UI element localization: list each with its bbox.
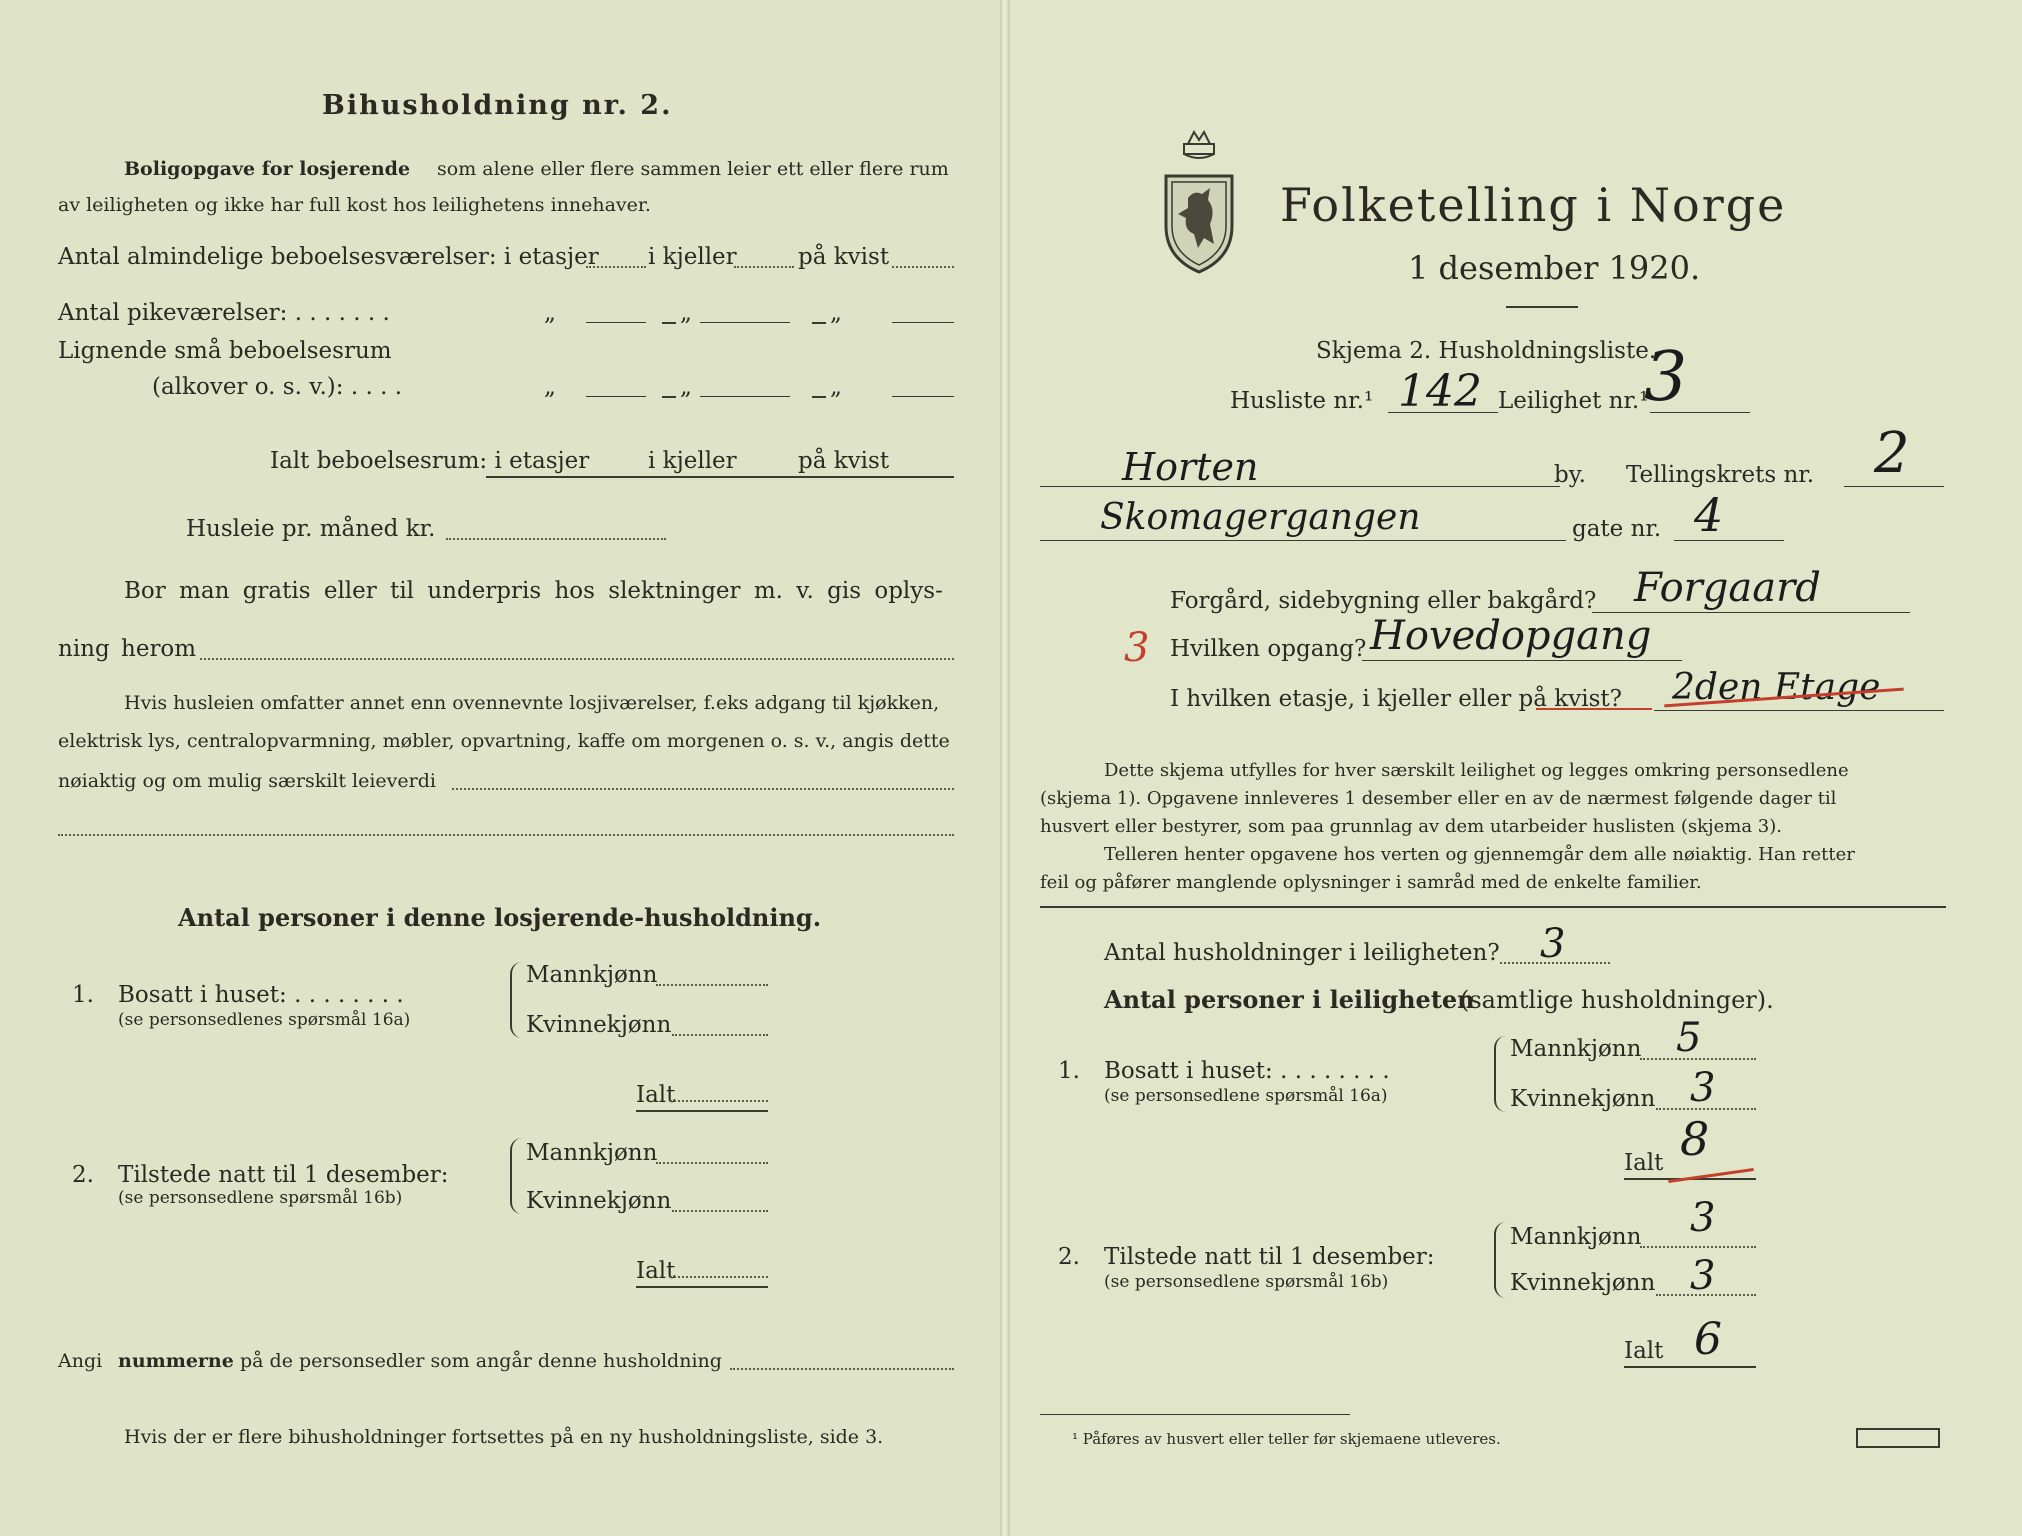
pike-kvist-field[interactable]	[892, 322, 954, 323]
q2-total-label: Ialt	[636, 1258, 676, 1284]
street-value: Skomagergangen	[1100, 497, 1421, 538]
q2-male-field[interactable]	[656, 1162, 768, 1164]
etasje-underline	[1536, 708, 1652, 710]
krets-label: Tellingskrets nr.	[1626, 462, 1815, 488]
r-q1-male-label: Mannkjønn	[1510, 1036, 1642, 1062]
footnote-rule	[1040, 1414, 1350, 1415]
q1-total-field[interactable]	[670, 1100, 768, 1102]
incl-line3: nøiaktig og om mulig særskilt leieverdi	[58, 770, 436, 792]
numbers-label-b: nummerne	[118, 1350, 234, 1372]
r-q2-male-label: Mannkjønn	[1510, 1224, 1642, 1250]
q1-total-label: Ialt	[636, 1082, 676, 1108]
q2-total-field[interactable]	[670, 1276, 768, 1278]
pike-etasjer-field[interactable]	[586, 322, 646, 323]
q1-female-field[interactable]	[672, 1034, 768, 1036]
rent-field[interactable]	[446, 538, 666, 540]
r-q2-female-label: Kvinnekjønn	[1510, 1270, 1656, 1296]
opgang-value: Hovedopgang	[1370, 613, 1652, 659]
free-line1: Bor man gratis eller til underpris hos slektninger m. v. gis oplys-	[124, 578, 943, 604]
rooms-kvist-label: på kvist	[798, 244, 890, 270]
r-q2-sub: (se personsedlene spørsmål 16b)	[1104, 1272, 1389, 1292]
q1-sub: (se personsedlenes spørsmål 16a)	[118, 1010, 411, 1030]
page-fold	[1000, 0, 1010, 1536]
q2-male-label: Mannkjønn	[526, 1140, 658, 1166]
q2-label: Tilstede natt til 1 desember:	[118, 1162, 449, 1188]
persons-title-bold: Antal personer i leiligheten	[1104, 985, 1475, 1014]
ialt-kvist-label: på kvist	[798, 448, 890, 474]
q1-brace	[510, 962, 522, 1038]
opgang-mark: 3	[1124, 625, 1150, 671]
info-line5: feil og påfører manglende oplysninger i samråd med de enkelte familier.	[1040, 872, 1702, 893]
r-q2-number: 2.	[1058, 1244, 1080, 1270]
incl-field-1[interactable]	[452, 788, 954, 790]
husliste-value: 142	[1398, 366, 1482, 417]
q2-total-line	[636, 1286, 768, 1288]
small-kvist-field[interactable]	[892, 396, 954, 397]
pike-label: Antal pikeværelser: . . . . . . .	[58, 300, 390, 326]
small-rooms-label-2: (alkover o. s. v.): . . . .	[152, 374, 403, 400]
small-ditto-2: „	[680, 374, 692, 400]
footnote: ¹ Påføres av husvert eller teller før skjemaene utleveres.	[1072, 1430, 1501, 1448]
info-line2: (skjema 1). Opgavene innleveres 1 desember eller en av de nærmest følgende dager til	[1040, 788, 1837, 809]
r-q2-male-field[interactable]	[1640, 1246, 1756, 1248]
leilighet-label: Leilighet nr.¹	[1498, 388, 1649, 414]
rooms-kjeller-label: i kjeller	[648, 244, 737, 270]
opgang-label: Hvilken opgang?	[1170, 636, 1367, 662]
incl-line2: elektrisk lys, centralopvarmning, møbler, opvartning, kaffe om morgenen o. s. v., angis dette	[58, 730, 950, 752]
q2-female-field[interactable]	[672, 1210, 768, 1212]
q1-total-line	[636, 1110, 768, 1112]
info-line3: husvert eller bestyrer, som paa grunnlag av dem utarbeider huslisten (skjema 3).	[1040, 816, 1782, 837]
gate-label: gate nr.	[1572, 516, 1662, 542]
r-q2-brace	[1494, 1222, 1506, 1298]
q1-male-label: Mannkjønn	[526, 962, 658, 988]
forgard-value: Forgaard	[1634, 565, 1821, 611]
q1-label: Bosatt i huset: . . . . . . . .	[118, 982, 404, 1008]
persons-title: Antal personer i denne losjerende-husholdning.	[178, 903, 822, 932]
r-q1-sub: (se personsedlene spørsmål 16a)	[1104, 1086, 1388, 1106]
gate-field[interactable]	[1674, 540, 1784, 541]
r-q1-total-strike	[1668, 1168, 1754, 1183]
title-rule	[1506, 306, 1578, 308]
small-ditto-1: „	[544, 374, 556, 400]
r-q2-label: Tilstede natt til 1 desember:	[1104, 1244, 1435, 1270]
free-field[interactable]	[200, 658, 954, 660]
q2-female-label: Kvinnekjønn	[526, 1188, 672, 1214]
numbers-label-c: på de personsedler som angår denne husholdning	[240, 1350, 722, 1372]
small-kjeller-field[interactable]	[700, 396, 790, 397]
r-q2-total-value: 6	[1694, 1314, 1722, 1365]
r-q2-total-line	[1624, 1366, 1756, 1368]
leilighet-value: 3	[1644, 338, 1688, 417]
coat-of-arms-icon	[1158, 126, 1240, 276]
pike-ditto-1: „	[544, 300, 556, 326]
r-q1-brace	[1494, 1036, 1506, 1112]
r-q1-label: Bosatt i huset: . . . . . . . .	[1104, 1058, 1390, 1084]
gate-value: 4	[1694, 488, 1724, 542]
q1-male-field[interactable]	[656, 984, 768, 986]
r-q1-male-value: 5	[1676, 1015, 1702, 1061]
ialt-kjeller-label: i kjeller	[648, 448, 737, 474]
rooms-kvist-field[interactable]	[892, 266, 954, 268]
census-date: 1 desember 1920.	[1408, 249, 1701, 287]
rooms-etasjer-field[interactable]	[586, 266, 646, 268]
rooms-kjeller-field[interactable]	[734, 266, 794, 268]
pike-kjeller-field[interactable]	[700, 322, 790, 323]
numbers-label-a: Angi	[58, 1350, 103, 1372]
street-field[interactable]	[1040, 540, 1566, 541]
printer-stamp	[1856, 1428, 1940, 1448]
small-dash-1	[662, 396, 676, 398]
census-title: Folketelling i Norge	[1280, 178, 1787, 232]
r-q1-total-label: Ialt	[1624, 1150, 1664, 1176]
krets-value: 2	[1874, 421, 1910, 486]
info-line4: Telleren henter opgavene hos verten og gjennemgår dem alle nøiaktig. Han retter	[1104, 844, 1855, 865]
households-value: 3	[1540, 921, 1566, 967]
left-page	[0, 0, 1004, 1536]
intro-bold: Boligopgave for losjerende	[124, 158, 411, 180]
r-q1-female-label: Kvinnekjønn	[1510, 1086, 1656, 1112]
opgang-field[interactable]	[1362, 660, 1682, 661]
intro-line2: av leiligheten og ikke har full kost hos leilighetens innehaver.	[58, 194, 651, 216]
etasje-field[interactable]	[1654, 710, 1944, 711]
ialt-rooms-line	[486, 476, 954, 478]
left-footer: Hvis der er flere bihusholdninger fortsettes på en ny husholdningsliste, side 3.	[124, 1426, 884, 1448]
q1-number: 1.	[72, 982, 94, 1008]
r-q1-female-value: 3	[1690, 1065, 1716, 1111]
numbers-field[interactable]	[730, 1368, 954, 1370]
incl-line1: Hvis husleien omfatter annet enn ovennevnte losjiværelser, f.eks adgang til kjøkken,	[124, 692, 940, 714]
free-line2: ning herom	[58, 636, 197, 662]
r-q1-number: 1.	[1058, 1058, 1080, 1084]
pike-dash-1	[662, 322, 676, 324]
persons-title-rest: (samtlige husholdninger).	[1460, 986, 1774, 1014]
intro-rest: som alene eller flere sammen leier ett eller flere rum	[437, 158, 949, 180]
q1-female-label: Kvinnekjønn	[526, 1012, 672, 1038]
small-ditto-3: „	[830, 374, 842, 400]
households-label: Antal husholdninger i leiligheten?	[1104, 940, 1500, 966]
r-q2-male-value: 3	[1690, 1195, 1716, 1241]
right-page	[1004, 0, 2022, 1536]
r-q2-total-label: Ialt	[1624, 1338, 1664, 1364]
ialt-rooms-label: Ialt beboelsesrum: i etasjer	[270, 448, 590, 474]
etasje-label: I hvilken etasje, i kjeller eller på kvist?	[1170, 686, 1622, 712]
bihusholdning-title: Bihusholdning nr. 2.	[322, 90, 673, 121]
info-line1: Dette skjema utfylles for hver særskilt leilighet og legges omkring personsedlene	[1104, 760, 1849, 781]
small-rooms-label-1: Lignende små beboelsesrum	[58, 338, 392, 364]
section-rule	[1040, 906, 1946, 908]
q2-brace	[510, 1138, 522, 1214]
husliste-label: Husliste nr.¹	[1230, 388, 1374, 414]
rooms-label: Antal almindelige beboelsesværelser: i etasjer	[58, 244, 599, 270]
r-q2-female-value: 3	[1690, 1253, 1716, 1299]
r-q1-total-value: 8	[1680, 1112, 1710, 1166]
small-etasjer-field[interactable]	[586, 396, 646, 397]
city-value: Horten	[1122, 445, 1259, 489]
pike-ditto-2: „	[680, 300, 692, 326]
city-field[interactable]	[1040, 486, 1560, 487]
by-label: by.	[1554, 462, 1586, 488]
etasje-value: 2den Etage	[1672, 667, 1881, 708]
pike-dash-2	[812, 322, 826, 324]
q2-sub: (se personsedlene spørsmål 16b)	[118, 1188, 403, 1208]
schema-label: Skjema 2. Husholdningsliste.	[1316, 338, 1657, 364]
q2-number: 2.	[72, 1162, 94, 1188]
incl-field-2[interactable]	[58, 834, 954, 836]
rent-label: Husleie pr. måned kr.	[186, 516, 436, 542]
krets-field[interactable]	[1844, 486, 1944, 487]
small-dash-2	[812, 396, 826, 398]
pike-ditto-3: „	[830, 300, 842, 326]
forgard-label: Forgård, sidebygning eller bakgård?	[1170, 588, 1597, 614]
